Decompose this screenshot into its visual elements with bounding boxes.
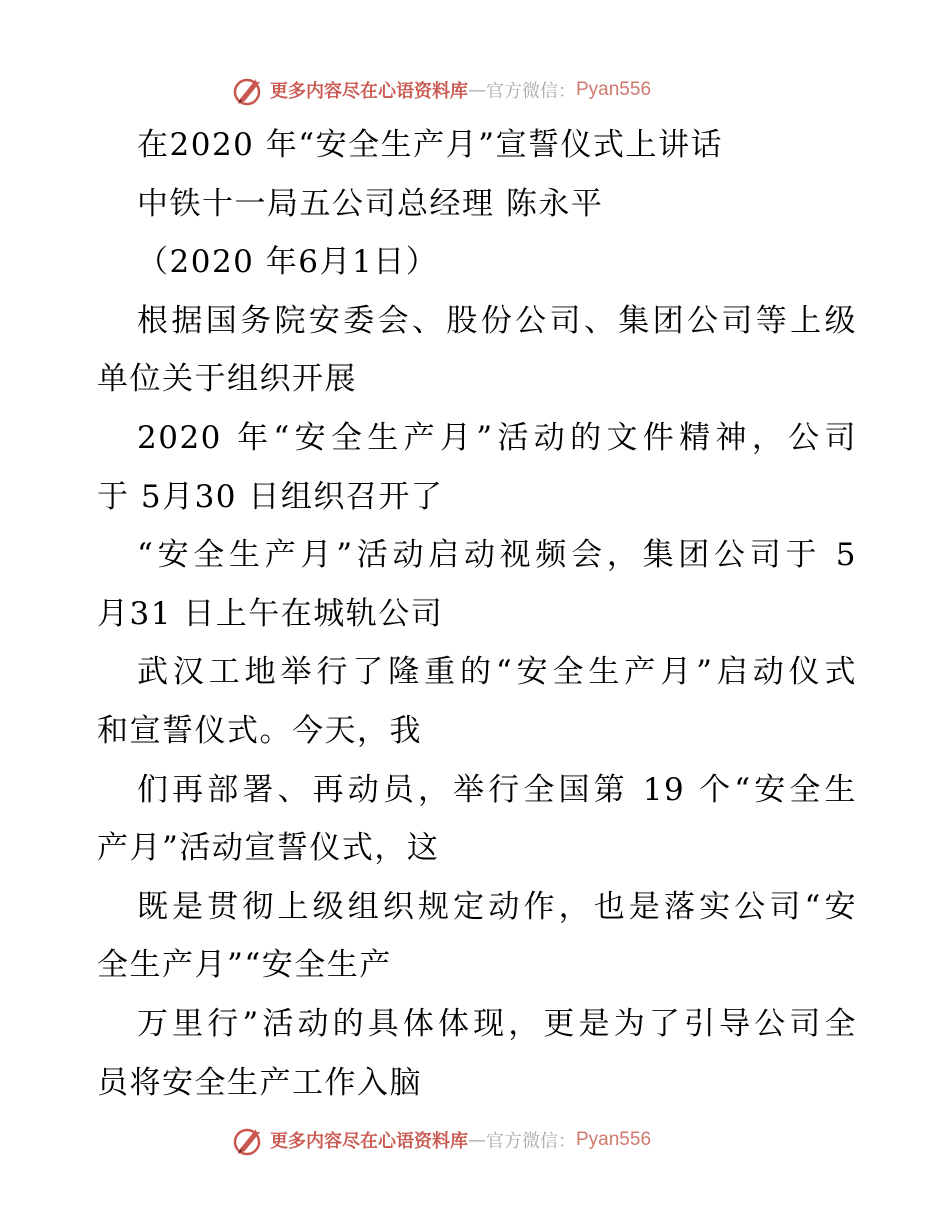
header-watermark <box>232 70 752 110</box>
paragraph-line: 全生产月”“安全生产 <box>97 947 392 984</box>
paragraph-line: 月31 日上午在城轨公司 <box>97 595 444 632</box>
watermark-contact-id: Pyan556 <box>576 1129 652 1150</box>
pen-logo-icon <box>232 1123 266 1157</box>
paragraph-line: 于 5月30 日组织召开了 <box>97 478 444 515</box>
footer-watermark <box>232 1120 752 1160</box>
document-date: （2020 年6月1日） <box>137 244 439 281</box>
paragraph-line: 既是贯彻上级组织规定动作，也是落实公司“安 <box>137 888 857 925</box>
paragraph-line: “安全生产月”活动启动视频会，集团公司于 5 <box>137 537 857 574</box>
document-title: 在2020 年“安全生产月”宣誓仪式上讲话 <box>137 127 723 163</box>
watermark-brand-text: 更多内容尽在心语资料库 <box>270 81 468 102</box>
watermark-brand-text: 更多内容尽在心语资料库 <box>270 1131 468 1152</box>
watermark-dash: — <box>468 1129 486 1151</box>
document-body <box>97 116 857 1112</box>
paragraph-line: 2020 年“安全生产月”活动的文件精神，公司 <box>137 419 857 456</box>
paragraph-line: 们再部署、再动员，举行全国第 19 个“安全生 <box>137 771 857 808</box>
paragraph-line: 员将安全生产工作入脑 <box>97 1064 422 1101</box>
watermark-contact-label: 官方微信： <box>486 1131 576 1152</box>
paragraph-line: 武汉工地举行了隆重的“安全生产月”启动仪式 <box>137 654 857 691</box>
paragraph-line: 单位关于组织开展 <box>97 361 357 398</box>
paragraph-line: 产月”活动宣誓仪式，这 <box>97 830 440 867</box>
paragraph-line: 万里行”活动的具体体现，更是为了引导公司全 <box>137 1005 857 1042</box>
document-author: 中铁十一局五公司总经理 陈永平 <box>137 185 604 222</box>
watermark-contact-id: Pyan556 <box>576 79 652 100</box>
paragraph-line: 根据国务院安委会、股份公司、集团公司等上级 <box>137 302 857 339</box>
paragraph-line: 和宣誓仪式。今天，我 <box>97 712 422 749</box>
pen-logo-icon <box>232 73 266 107</box>
watermark-dash: — <box>468 79 486 101</box>
watermark-contact-label: 官方微信： <box>486 81 576 102</box>
